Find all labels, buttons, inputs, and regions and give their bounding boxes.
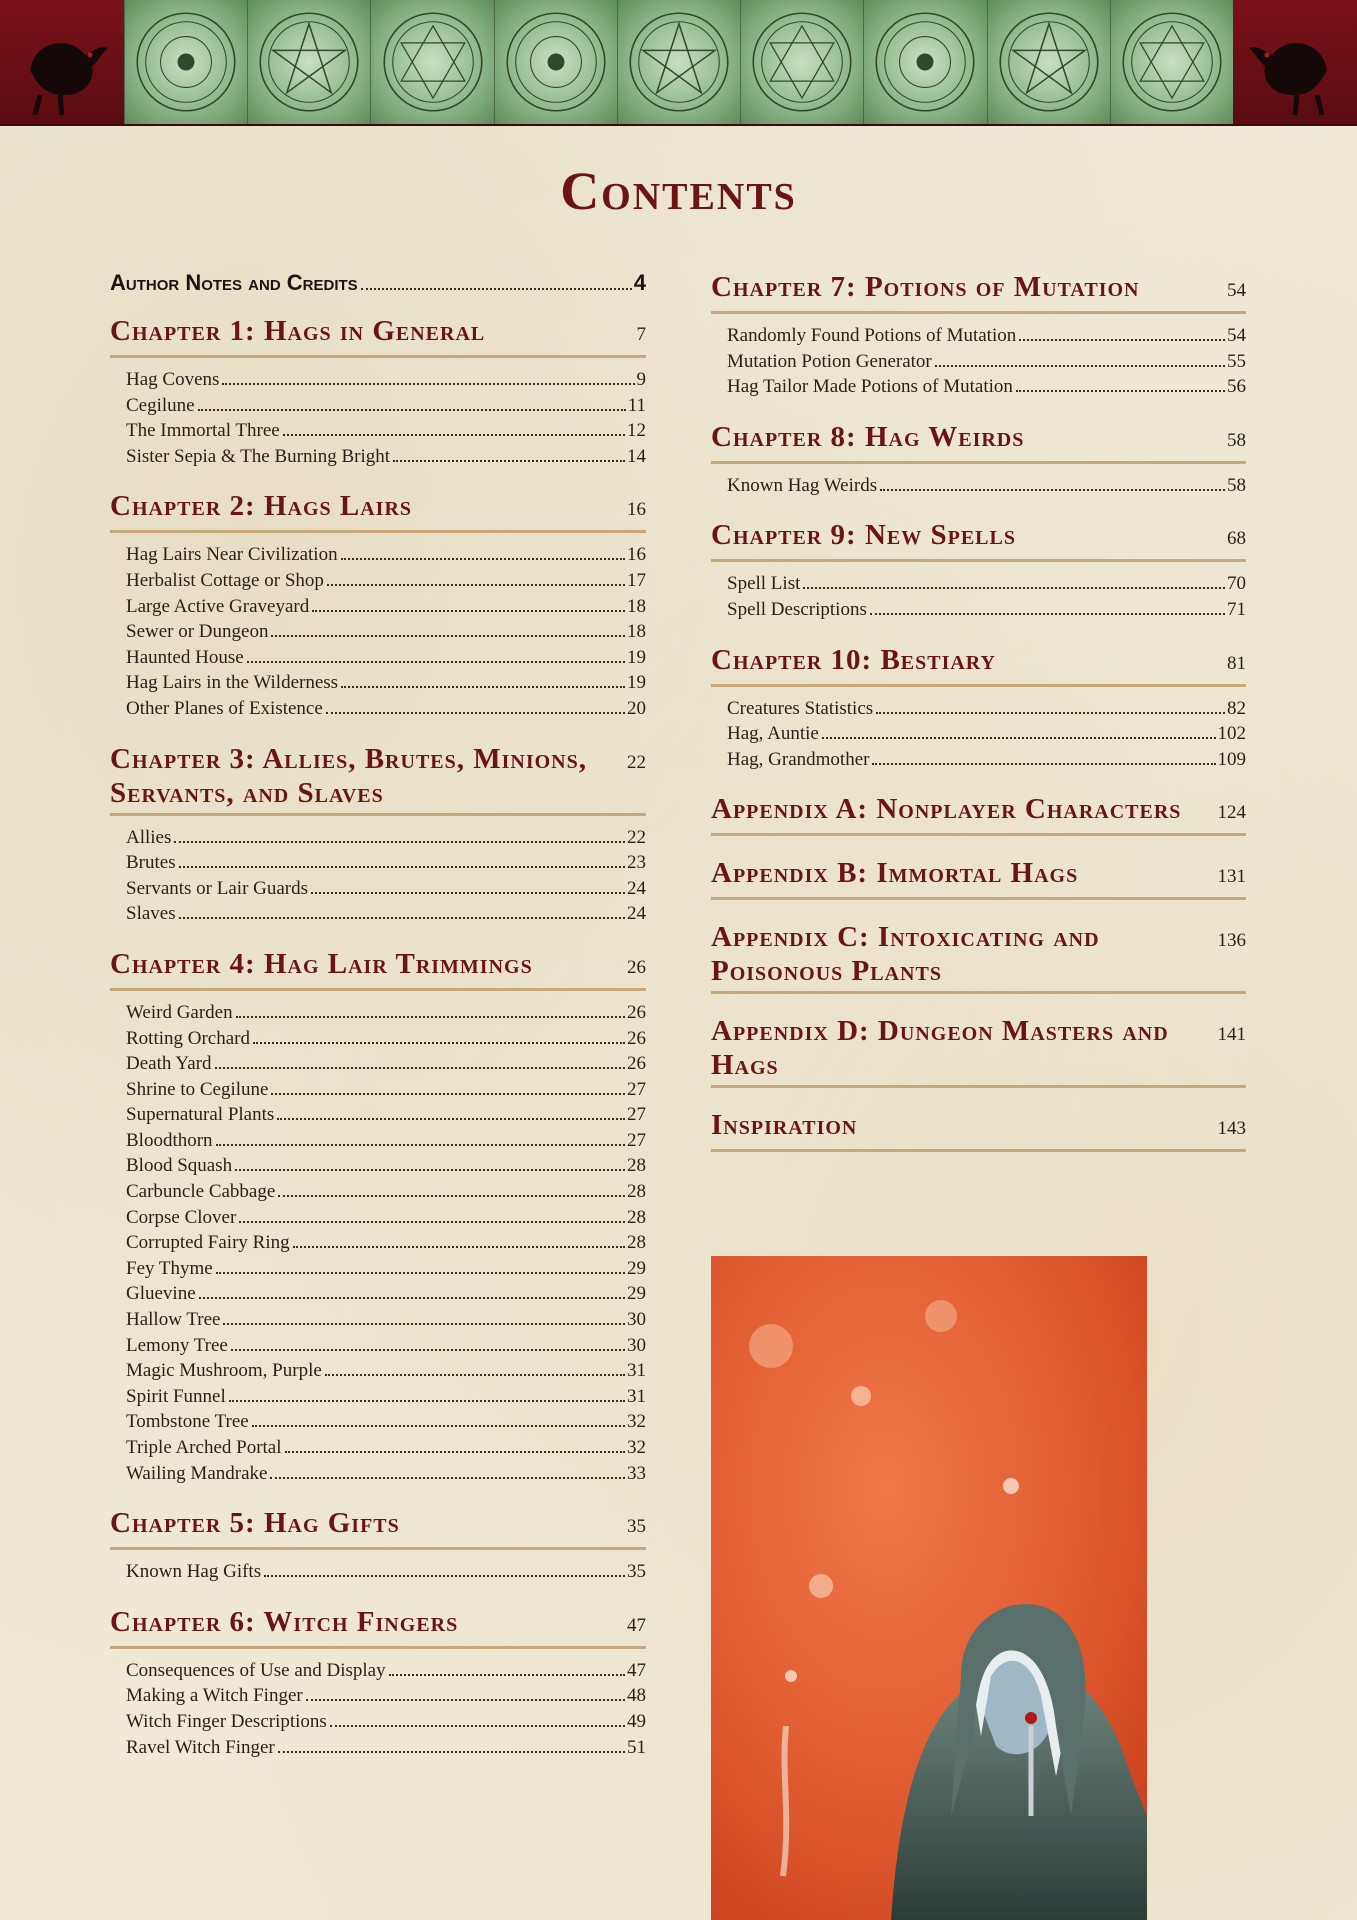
chapter-heading[interactable] — [711, 643, 1246, 687]
toc-entry[interactable] — [110, 1128, 646, 1154]
chapter-page: 58 — [1227, 429, 1246, 451]
entry-label: Blood Squash — [126, 1155, 233, 1177]
toc-entry[interactable] — [110, 1409, 646, 1435]
leader-dots — [239, 1221, 625, 1223]
toc-left-column — [110, 270, 646, 1780]
entry-page: 48 — [627, 1685, 646, 1707]
chapter-title: Appendix C: Intoxicating and Poisonous Plants — [711, 921, 1100, 988]
toc-entry[interactable] — [711, 747, 1246, 773]
leader-dots — [325, 1374, 625, 1376]
toc-entry[interactable] — [110, 1333, 646, 1359]
entry-page: 28 — [627, 1155, 646, 1177]
entry-label: Triple Arched Portal — [126, 1437, 282, 1458]
entry-page: 82 — [1227, 697, 1246, 719]
entry-label: Hag, Auntie — [727, 723, 819, 745]
entry-page: 28 — [627, 1181, 646, 1203]
chapter-title: Chapter 8: Hag Weirds — [711, 420, 1025, 453]
chapter-title: Chapter 4: Hag Lair Trimmings — [110, 947, 533, 980]
entry-page: 26 — [627, 1027, 646, 1049]
chapter-heading[interactable] — [110, 489, 646, 533]
entry-page: 55 — [1227, 350, 1246, 372]
toc-section — [110, 314, 646, 469]
entry-label: Ravel Witch Finger — [126, 1736, 275, 1758]
leader-dots — [326, 712, 625, 714]
leader-dots — [179, 917, 625, 919]
toc-section — [711, 270, 1246, 400]
leader-dots — [285, 1451, 625, 1453]
entry-page: 18 — [627, 621, 646, 643]
toc-entry[interactable] — [110, 670, 646, 696]
entry-page: 71 — [1227, 598, 1246, 620]
entry-label: Making a Witch Finger — [126, 1685, 303, 1707]
toc-entry[interactable] — [110, 876, 646, 902]
toc-entry[interactable] — [110, 1281, 646, 1307]
toc-section — [110, 1605, 646, 1760]
leader-dots — [278, 1195, 625, 1197]
chapter-title: Chapter 3: Allies, Brutes, Minions, Servants, and Slaves — [110, 742, 587, 809]
entry-label: Other Planes of Existence — [126, 697, 323, 719]
leader-dots — [872, 763, 1215, 765]
leader-dots — [271, 1093, 625, 1095]
entry-label: Weird Garden — [126, 1001, 233, 1023]
chapter-heading[interactable] — [110, 1605, 646, 1649]
entry-label: Herbalist Cottage or Shop — [126, 569, 324, 591]
toc-section — [711, 1108, 1246, 1152]
entry-page: 70 — [1227, 573, 1246, 595]
entry-label: Death Yard — [126, 1053, 212, 1075]
leader-dots — [278, 1751, 625, 1753]
toc-section — [711, 518, 1246, 622]
entry-label: The Immortal Three — [126, 420, 280, 442]
entry-page: 54 — [1227, 325, 1246, 346]
leader-dots — [283, 434, 625, 436]
entry-page: 51 — [627, 1736, 646, 1758]
toc-section — [711, 1014, 1246, 1088]
leader-dots — [389, 1674, 625, 1676]
chapter-page: 22 — [627, 751, 646, 773]
leader-dots — [293, 1246, 625, 1248]
toc-section — [711, 643, 1246, 773]
arcane-seal-icon — [987, 0, 1110, 124]
toc-entry[interactable] — [110, 1358, 646, 1384]
leader-dots — [235, 1169, 625, 1171]
toc-entry[interactable] — [110, 1658, 646, 1684]
entry-label: Bloodthorn — [126, 1129, 213, 1151]
chapter-page: 35 — [627, 1516, 646, 1538]
toc-entry[interactable] — [110, 418, 646, 444]
toc-entry[interactable] — [711, 374, 1246, 400]
entry-page: 27 — [627, 1078, 646, 1100]
toc-entry[interactable] — [110, 1230, 646, 1256]
chapter-title: Appendix A: Nonplayer Characters — [711, 793, 1182, 826]
entry-label: Allies — [126, 826, 172, 848]
chapter-heading[interactable] — [711, 920, 1246, 994]
leader-dots — [870, 613, 1225, 615]
credits-label: Author Notes and Credits — [110, 270, 358, 295]
chapter-page: 26 — [627, 956, 646, 978]
chapter-title: Chapter 5: Hag Gifts — [110, 1507, 400, 1540]
entry-label: Spell Descriptions — [727, 598, 867, 620]
chapter-title: Chapter 10: Bestiary — [711, 643, 996, 676]
leader-dots — [229, 1400, 625, 1402]
entry-label: Mutation Potion Generator — [727, 350, 932, 372]
toc-entry[interactable] — [110, 1735, 646, 1761]
toc-entry[interactable] — [110, 568, 646, 594]
leader-dots — [876, 712, 1225, 714]
chapter-heading[interactable] — [711, 518, 1246, 562]
chapter-page: 143 — [1217, 1118, 1246, 1140]
entry-label: Sewer or Dungeon — [126, 621, 269, 643]
credits-page: 4 — [633, 270, 646, 295]
toc-entry[interactable] — [711, 721, 1246, 747]
leader-dots — [1019, 339, 1225, 341]
toc-entry[interactable] — [110, 1559, 646, 1585]
toc-entry[interactable] — [711, 696, 1246, 722]
entry-page: 31 — [627, 1385, 646, 1407]
entry-label: Rotting Orchard — [126, 1027, 251, 1049]
toc-entry[interactable] — [110, 1307, 646, 1333]
toc-entry[interactable] — [110, 901, 646, 927]
toc-entry[interactable] — [110, 1179, 646, 1205]
toc-section — [711, 792, 1246, 836]
chapter-title: Chapter 6: Witch Fingers — [110, 1605, 459, 1638]
chapter-page: 131 — [1217, 866, 1246, 888]
entry-page: 31 — [627, 1360, 646, 1382]
entry-page: 22 — [627, 826, 646, 848]
leader-dots — [306, 1699, 625, 1701]
entry-label: Shrine to Cegilune — [126, 1078, 269, 1100]
leader-dots — [361, 288, 632, 290]
leader-dots — [223, 1323, 625, 1325]
entry-page: 27 — [627, 1129, 646, 1151]
entry-page: 20 — [627, 697, 646, 719]
entry-page: 30 — [627, 1309, 646, 1331]
leader-dots — [271, 635, 625, 637]
entry-label: Hallow Tree — [126, 1309, 221, 1331]
entry-page: 16 — [627, 544, 646, 566]
chapter-heading[interactable] — [110, 742, 646, 816]
chapter-heading[interactable] — [711, 792, 1246, 836]
leader-dots — [341, 558, 625, 560]
leader-dots — [822, 737, 1216, 739]
entry-label: Supernatural Plants — [126, 1104, 275, 1126]
chapter-heading[interactable] — [711, 1014, 1246, 1088]
leader-dots — [231, 1349, 625, 1351]
entry-label: Brutes — [126, 852, 176, 874]
toc-entry[interactable] — [711, 473, 1246, 499]
entry-page: 24 — [627, 903, 646, 925]
toc-entry[interactable] — [110, 1256, 646, 1282]
leader-dots — [252, 1425, 625, 1427]
toc-entry[interactable] — [110, 444, 646, 470]
chapter-heading[interactable] — [110, 314, 646, 358]
chapter-page: 7 — [636, 324, 646, 345]
entry-label: Corpse Clover — [126, 1206, 237, 1228]
toc-entry[interactable] — [110, 1051, 646, 1077]
toc-section — [110, 489, 646, 721]
entry-page: 47 — [627, 1659, 646, 1681]
entry-page: 19 — [627, 646, 646, 668]
toc-entry[interactable] — [110, 1153, 646, 1179]
entry-page: 29 — [627, 1257, 646, 1279]
entry-page: 49 — [627, 1710, 646, 1732]
entry-page: 58 — [1227, 474, 1246, 496]
toc-entry[interactable] — [110, 1000, 646, 1026]
entry-page: 35 — [627, 1561, 646, 1583]
toc-entry[interactable] — [711, 323, 1246, 349]
toc-entry[interactable] — [110, 1026, 646, 1052]
toc-entry[interactable] — [711, 349, 1246, 375]
chapter-title: Inspiration — [711, 1109, 858, 1142]
entry-label: Gluevine — [126, 1283, 196, 1305]
arcane-seal-icon — [124, 0, 247, 124]
chapter-page: 47 — [627, 1614, 646, 1636]
toc-entry[interactable] — [110, 542, 646, 568]
toc-entry[interactable] — [110, 367, 646, 393]
entry-page: 19 — [627, 672, 646, 694]
toc-entry[interactable] — [110, 1205, 646, 1231]
toc-section — [711, 420, 1246, 499]
leader-dots — [253, 1042, 625, 1044]
arcane-seal-icon — [863, 0, 986, 124]
toc-entry[interactable] — [110, 393, 646, 419]
entry-label: Witch Finger Descriptions — [126, 1710, 327, 1732]
entry-label: Slaves — [126, 903, 176, 925]
toc-entry[interactable] — [110, 1102, 646, 1128]
entry-label: Known Hag Gifts — [126, 1561, 262, 1583]
arcane-seal-icon — [617, 0, 740, 124]
entry-label: Hag Covens — [126, 369, 220, 390]
leader-dots — [277, 1118, 625, 1120]
chapter-page: 81 — [1227, 652, 1246, 674]
entry-label: Haunted House — [126, 646, 244, 668]
chapter-title: Appendix D: Dungeon Masters and Hags — [711, 1015, 1169, 1082]
leader-dots — [215, 1067, 626, 1069]
toc-entry[interactable] — [110, 619, 646, 645]
entry-label: Wailing Mandrake — [126, 1462, 268, 1484]
arcane-seal-icon — [1110, 0, 1233, 124]
toc-entry[interactable] — [711, 597, 1246, 623]
chapter-page: 68 — [1227, 528, 1246, 550]
entry-label: Known Hag Weirds — [727, 474, 878, 496]
arcane-seal-icon — [247, 0, 370, 124]
entry-page: 28 — [627, 1232, 646, 1254]
entry-page: 109 — [1217, 748, 1246, 770]
arcane-seal-icon — [494, 0, 617, 124]
page-title: Contents — [560, 161, 797, 221]
toc-entry[interactable] — [110, 696, 646, 722]
right-chapter-list — [711, 270, 1246, 1152]
toc-entry[interactable] — [110, 850, 646, 876]
toc-entry[interactable] — [110, 1683, 646, 1709]
leader-dots — [311, 892, 625, 894]
leader-dots — [341, 686, 625, 688]
entry-page: 9 — [636, 369, 646, 390]
toc-section — [110, 742, 646, 927]
chapter-page: 136 — [1217, 930, 1246, 952]
entry-label: Sister Sepia & The Burning Bright — [126, 445, 391, 467]
left-chapter-list — [110, 314, 646, 1760]
entry-label: Corrupted Fairy Ring — [126, 1232, 290, 1254]
chapter-heading[interactable] — [711, 856, 1246, 900]
leader-dots — [330, 1725, 625, 1727]
entry-label: Consequences of Use and Display — [126, 1659, 386, 1681]
entry-page: 33 — [627, 1462, 646, 1484]
chapter-heading[interactable] — [711, 270, 1246, 314]
chapter-heading[interactable] — [711, 1108, 1246, 1152]
chapter-page: 16 — [627, 499, 646, 521]
entry-page: 24 — [627, 877, 646, 899]
leader-dots — [264, 1575, 625, 1577]
hag-illustration — [711, 1256, 1147, 1920]
entry-page: 23 — [627, 852, 646, 874]
arcane-seal-icon — [370, 0, 493, 124]
leader-dots — [880, 489, 1225, 491]
entry-page: 18 — [627, 595, 646, 617]
top-banner — [0, 0, 1357, 126]
chapter-page: 54 — [1227, 280, 1246, 301]
leader-dots — [216, 1144, 625, 1146]
leader-dots — [199, 1297, 625, 1299]
toc-entry[interactable] — [110, 1077, 646, 1103]
seal-strip — [124, 0, 1233, 124]
leader-dots — [312, 610, 625, 612]
chapter-heading[interactable] — [711, 420, 1246, 464]
chapter-title: Appendix B: Immortal Hags — [711, 857, 1079, 890]
entry-label: Spirit Funnel — [126, 1385, 226, 1407]
toc-section — [110, 947, 646, 1486]
entry-label: Hag Tailor Made Potions of Mutation — [727, 376, 1013, 398]
toc-entry[interactable] — [711, 571, 1246, 597]
chapter-heading[interactable] — [110, 947, 646, 991]
entry-label: Large Active Graveyard — [126, 595, 310, 617]
entry-label: Tombstone Tree — [126, 1411, 249, 1433]
entry-page: 17 — [627, 569, 646, 591]
entry-page: 29 — [627, 1283, 646, 1305]
chapter-title: Chapter 1: Hags in General — [110, 315, 486, 347]
entry-page: 32 — [627, 1411, 646, 1433]
entry-label: Magic Mushroom, Purple — [126, 1360, 322, 1382]
toc-entry[interactable] — [110, 1709, 646, 1735]
toc-section — [110, 1506, 646, 1585]
entry-label: Lemony Tree — [126, 1334, 228, 1356]
leader-dots — [216, 1272, 625, 1274]
entry-page: 32 — [627, 1437, 646, 1458]
toc-section — [711, 856, 1246, 900]
entry-page: 56 — [1227, 376, 1246, 398]
toc-section — [711, 920, 1246, 994]
entry-label: Cegilune — [126, 394, 195, 416]
entry-page: 30 — [627, 1334, 646, 1356]
leader-dots — [247, 661, 625, 663]
toc-entry[interactable] — [110, 645, 646, 671]
leader-dots — [803, 587, 1225, 589]
leader-dots — [179, 866, 625, 868]
entry-page: 26 — [627, 1053, 646, 1075]
chapter-heading[interactable] — [110, 1506, 646, 1550]
leader-dots — [174, 841, 625, 843]
entry-page: 26 — [627, 1001, 646, 1023]
entry-page: 14 — [627, 445, 646, 467]
toc-entry[interactable] — [110, 825, 646, 851]
leader-dots — [327, 584, 625, 586]
toc-entry[interactable] — [110, 1384, 646, 1410]
entry-page: 27 — [627, 1104, 646, 1126]
leader-dots — [393, 460, 625, 462]
crow-icon — [1233, 0, 1357, 124]
entry-label: Spell List — [727, 573, 801, 595]
chapter-page: 141 — [1217, 1024, 1246, 1046]
entry-label: Servants or Lair Guards — [126, 877, 309, 899]
toc-entry[interactable] — [110, 1461, 646, 1487]
toc-entry[interactable] — [110, 594, 646, 620]
chapter-title: Chapter 2: Hags Lairs — [110, 490, 413, 523]
entry-label: Hag Lairs Near Civilization — [126, 544, 338, 566]
entry-label: Hag Lairs in the Wilderness — [126, 672, 339, 694]
leader-dots — [222, 383, 634, 385]
entry-label: Fey Thyme — [126, 1257, 213, 1279]
entry-label: Creatures Statistics — [727, 697, 874, 719]
leader-dots — [1016, 390, 1225, 392]
chapter-title: Chapter 9: New Spells — [711, 519, 1016, 552]
entry-page: 28 — [627, 1206, 646, 1228]
toc-right-column — [711, 270, 1246, 1172]
entry-page: 11 — [627, 394, 646, 416]
arcane-seal-icon — [740, 0, 863, 124]
toc-entry[interactable] — [110, 1435, 646, 1461]
entry-label: Carbuncle Cabbage — [126, 1181, 276, 1203]
chapter-title: Chapter 7: Potions of Mutation — [711, 271, 1140, 303]
leader-dots — [935, 365, 1225, 367]
entry-page: 102 — [1217, 723, 1246, 745]
entry-label: Randomly Found Potions of Mutation — [727, 325, 1017, 346]
toc-credits-entry[interactable] — [110, 270, 646, 296]
entry-page: 12 — [627, 420, 646, 442]
leader-dots — [270, 1477, 625, 1479]
crow-icon — [0, 0, 124, 124]
chapter-page: 124 — [1217, 802, 1246, 824]
entry-label: Hag, Grandmother — [727, 748, 870, 770]
leader-dots — [236, 1016, 625, 1018]
leader-dots — [198, 409, 626, 411]
